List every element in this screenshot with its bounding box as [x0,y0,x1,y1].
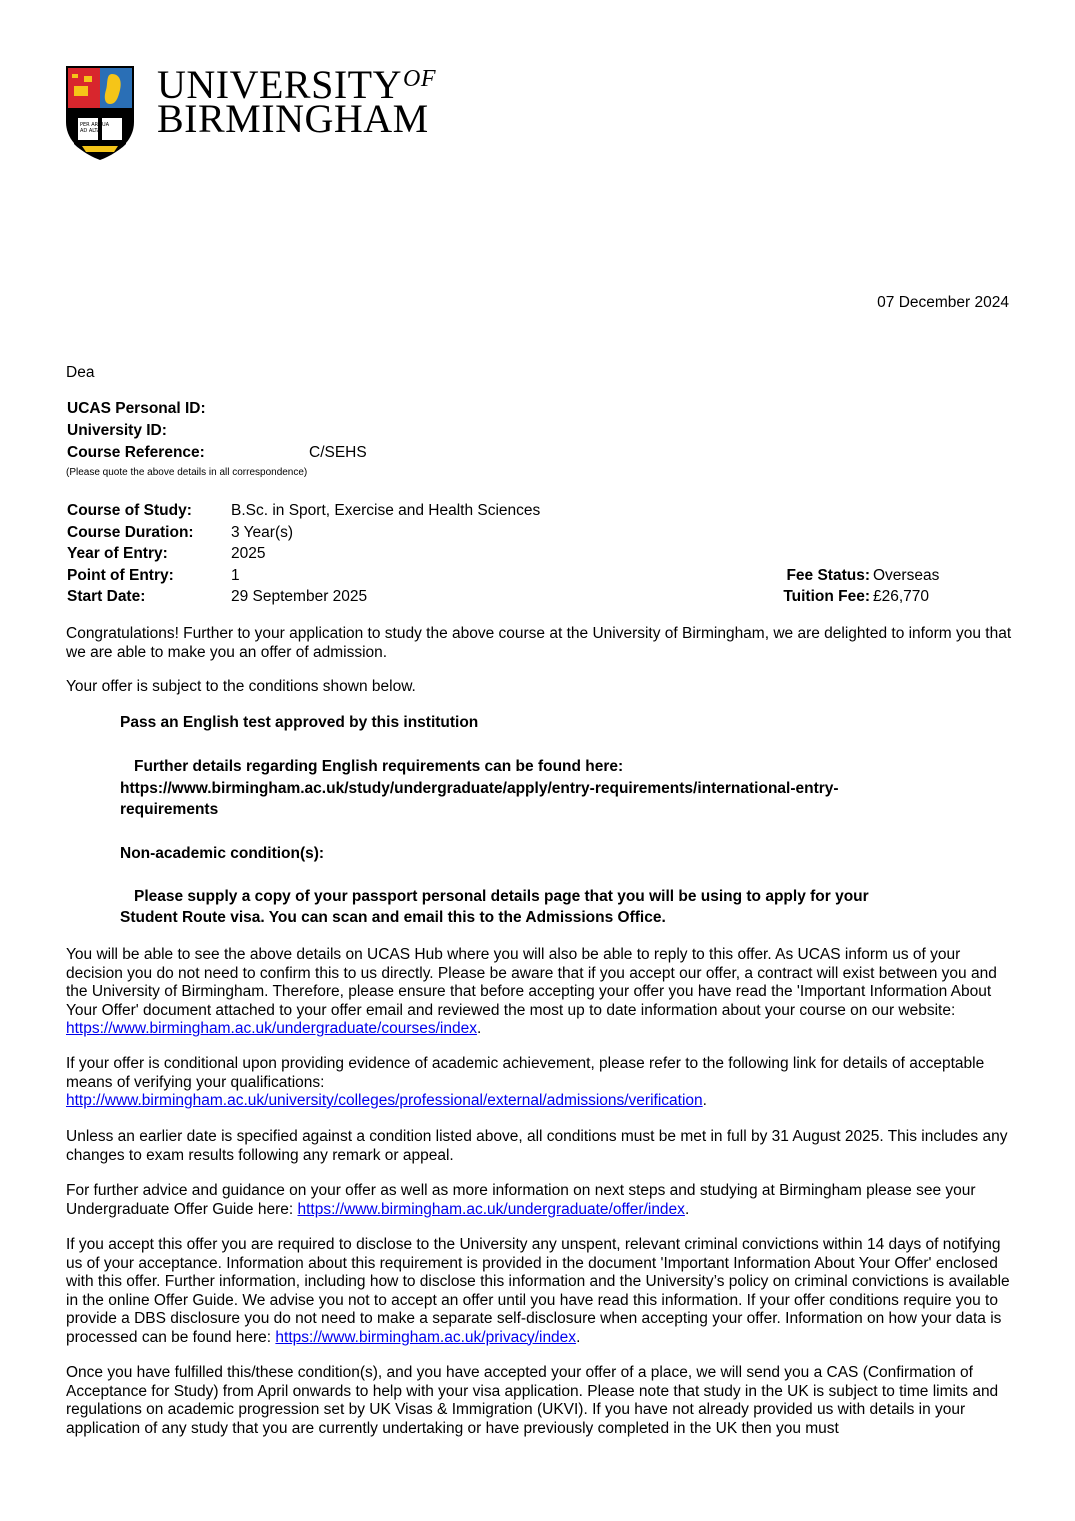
period-text: . [476,1020,482,1037]
course-reference-label: Course Reference: [67,444,205,461]
condition-english-url-line1: https://www.birmingham.ac.uk/study/undergraduate/apply/entry-requirements/international-entry- [120,780,839,797]
criminal-convictions-text: If you accept this offer you are required to disclose to the University any unspent, relevant criminal convictions within 14 days of notifying us of your acceptance. Information about this requirement is provided in the document 'Important Information About Your Offer' enclosed with this offer. Further information, including how to disclose this information and the University’s policy on criminal convictions is available in the online Offer Guide. We advise you not to accept an offer until you have read this information. If your offer conditions require you to provide a DBS disclosure you do not need to make a separate self-disclosure when accepting your offer. Information on how your data is processed can be found here: [66,1236,1010,1346]
fee-status-value: Overseas [873,567,940,584]
offer-subject-line: Your offer is subject to the conditions shown below. [66,678,416,695]
deadline-paragraph: Unless an earlier date is specified against a condition listed above, all conditions must be met in full by 31 August 2025. This includes any changes to exam results following any remark or appeal. [66,1128,1008,1164]
condition-english-details: Further details regarding English requirements can be found here: [134,758,624,775]
period-text: . [576,1328,581,1346]
logo-of-text: OF [402,66,436,92]
motto-word: PER [80,122,90,128]
year-of-entry-label: Year of Entry: [67,545,168,562]
ucas-id-label: UCAS Personal ID: [67,400,206,417]
course-of-study-value: B.Sc. in Sport, Exercise and Health Sciences [231,502,541,519]
verification-paragraph [66,1055,1014,1111]
course-duration-label: Course Duration: [67,524,194,541]
university-crest-logo [64,64,136,162]
condition-passport-line2: Student Route visa. You can scan and email this to the Admissions Office. [120,909,666,926]
motto-word: ARDUA [91,122,110,128]
course-of-study-label: Course of Study: [67,502,192,519]
tuition-fee-value: £26,770 [873,588,930,605]
cas-paragraph: Once you have fulfilled this/these condition(s), and you have accepted your offer of a place, we will send you a CAS (Confirmation of Acceptance for Study) from April onwards to help with your visa application. Please note that study in the UK is subject to time limits and regulations on academic progression set by UK Visas & Immigration (UKVI). If you have not already provided us with details in your application of any study that you are currently undertaking or have previously completed in the UK then you must [66,1364,999,1437]
course-reference-value: C/SEHS [309,444,367,461]
year-of-entry-value: 2025 [231,545,266,562]
verification-link[interactable]: http://www.birmingham.ac.uk/university/colleges/professional/external/admissions/verification [66,1092,703,1109]
letter-date: 07 December 2024 [877,294,1009,311]
logo-wordmark-line2: BIRMINGHAM [157,96,429,141]
logo-university-text: UNIVERSITY [157,62,402,107]
offer-guide-link[interactable]: https://www.birmingham.ac.uk/undergraduate/offer/index [297,1200,685,1218]
point-of-entry-value: 1 [231,567,240,584]
courses-link[interactable]: https://www.birmingham.ac.uk/undergraduate/courses/index [66,1020,477,1037]
period-text: . [684,1200,690,1218]
point-of-entry-label: Point of Entry: [67,567,174,584]
condition-passport-line1: Please supply a copy of your passport personal details page that you will be using to apply for your [134,888,869,905]
crest-motto [80,122,109,134]
tuition-fee-label: Tuition Fee: [783,588,870,605]
reference-note: (Please quote the above details in all correspondence) [66,467,308,478]
period-text: . [702,1092,707,1109]
motto-word: ALTA [88,128,101,134]
condition-english-test: Pass an English test approved by this institution [120,714,479,731]
criminal-convictions-paragraph [66,1236,1014,1347]
ucas-hub-text: You will be able to see the above details on UCAS Hub where you will also be able to reply to this offer. As UCAS inform us of your decision you do not need to confirm this to us directly. Please be aware that if you accept our offer, a contract will exist between you and the University of Birmingham. Therefore, please ensure that before accepting your offer you have read the 'Important Information About Your Offer' document attached to your offer email and reviewed the most up to date information about your course on our website: [66,946,997,1019]
course-duration-value: 3 Year(s) [231,524,294,541]
salutation: Dea [66,364,95,381]
motto-word: AD [80,128,88,134]
offer-guide-text: For further advice and guidance on your offer as well as more information on next steps and studying at Birmingham please see your Undergraduate Offer Guide here: [66,1182,976,1218]
offer-guide-paragraph [66,1182,1014,1219]
condition-english-url-line2: requirements [120,801,219,818]
non-academic-heading: Non-academic condition(s): [120,845,325,862]
verification-text: If your offer is conditional upon providing evidence of academic achievement, please refer to the following link for details of acceptable means of verifying your qualifications: [66,1055,985,1091]
start-date-value: 29 September 2025 [231,588,368,605]
fee-status-label: Fee Status: [786,567,870,584]
university-id-label: University ID: [67,422,167,439]
privacy-link[interactable]: https://www.birmingham.ac.uk/privacy/index [275,1328,577,1346]
congratulations-paragraph: Congratulations! Further to your application to study the above course at the University of Birmingham, we are delighted to inform you that we are able to make you an offer of admission. [66,625,1012,661]
ucas-hub-paragraph [66,946,1014,1039]
start-date-label: Start Date: [67,588,146,605]
